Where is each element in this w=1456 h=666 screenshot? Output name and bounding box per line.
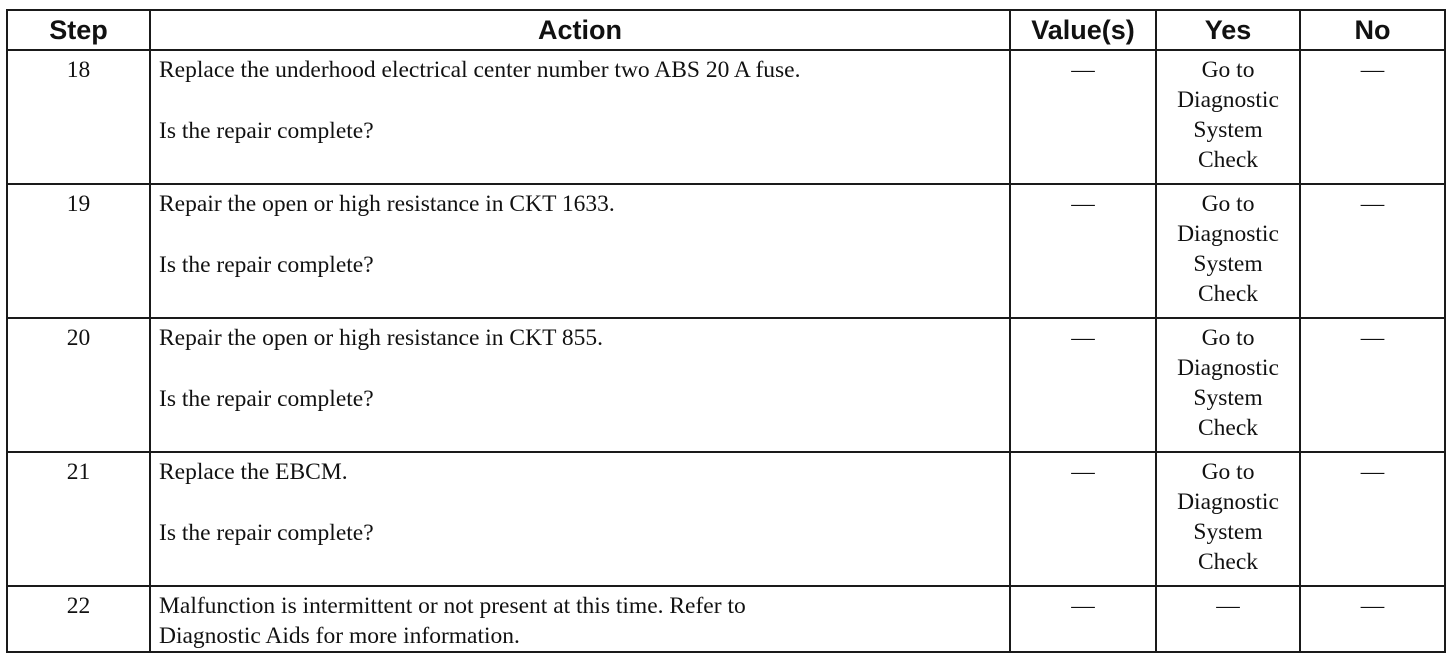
yes-cell [1156, 452, 1300, 586]
values-cell: — [1010, 452, 1156, 586]
header-action: Action [150, 10, 1010, 50]
yes-cell [1156, 184, 1300, 318]
yes-line: System [1193, 385, 1263, 411]
action-text: Replace the underhood electrical center number two ABS 20 A fuse. [159, 57, 801, 83]
table-row [7, 50, 1445, 184]
no-cell: — [1300, 184, 1445, 318]
yes-line: Go to [1201, 325, 1255, 351]
step-number: 19 [7, 184, 150, 318]
header-row [7, 10, 1445, 50]
header-yes: Yes [1156, 10, 1300, 50]
yes-line: System [1193, 519, 1263, 545]
table-row [7, 318, 1445, 452]
yes-line: Diagnostic [1177, 489, 1279, 515]
no-cell: — [1300, 318, 1445, 452]
action-cell [150, 318, 1010, 452]
yes-line: Go to [1201, 57, 1255, 83]
values-cell: — [1010, 50, 1156, 184]
yes-cell: — [1156, 586, 1300, 652]
step-number: 22 [7, 586, 150, 652]
values-cell: — [1010, 318, 1156, 452]
action-question: Is the repair complete? [159, 386, 374, 412]
header-no: No [1300, 10, 1445, 50]
action-cell [150, 586, 1010, 652]
action-cell [150, 50, 1010, 184]
yes-line: Check [1197, 549, 1259, 575]
step-number: 20 [7, 318, 150, 452]
action-text: Diagnostic Aids for more information. [159, 623, 520, 649]
action-question: Is the repair complete? [159, 118, 374, 144]
no-cell: — [1300, 452, 1445, 586]
no-cell: — [1300, 50, 1445, 184]
action-cell [150, 452, 1010, 586]
yes-line: Diagnostic [1177, 355, 1279, 381]
values-cell: — [1010, 184, 1156, 318]
diagnostic-table-container [6, 9, 1446, 653]
table-row [7, 184, 1445, 318]
yes-line: Check [1197, 281, 1259, 307]
header-step: Step [7, 10, 150, 50]
yes-line: Diagnostic [1177, 221, 1279, 247]
yes-cell [1156, 50, 1300, 184]
yes-line: Go to [1201, 459, 1255, 485]
yes-line: Go to [1201, 191, 1255, 217]
values-cell: — [1010, 586, 1156, 652]
action-text: Repair the open or high resistance in CKT 855. [159, 325, 604, 351]
action-question: Is the repair complete? [159, 520, 374, 546]
table-row [7, 586, 1445, 652]
yes-line: System [1193, 117, 1263, 143]
yes-line: Check [1197, 415, 1259, 441]
diagnostic-table [6, 9, 1446, 653]
table-row [7, 452, 1445, 586]
no-cell: — [1300, 586, 1445, 652]
header-values: Value(s) [1010, 10, 1156, 50]
action-text: Repair the open or high resistance in CKT 1633. [159, 191, 615, 217]
action-question: Is the repair complete? [159, 252, 374, 278]
step-number: 18 [7, 50, 150, 184]
action-text: Malfunction is intermittent or not present at this time. Refer to [159, 593, 746, 619]
yes-cell [1156, 318, 1300, 452]
yes-line: Check [1197, 147, 1259, 173]
yes-line: Diagnostic [1177, 87, 1279, 113]
yes-line: System [1193, 251, 1263, 277]
action-cell [150, 184, 1010, 318]
action-text: Replace the EBCM. [159, 459, 348, 485]
step-number: 21 [7, 452, 150, 586]
